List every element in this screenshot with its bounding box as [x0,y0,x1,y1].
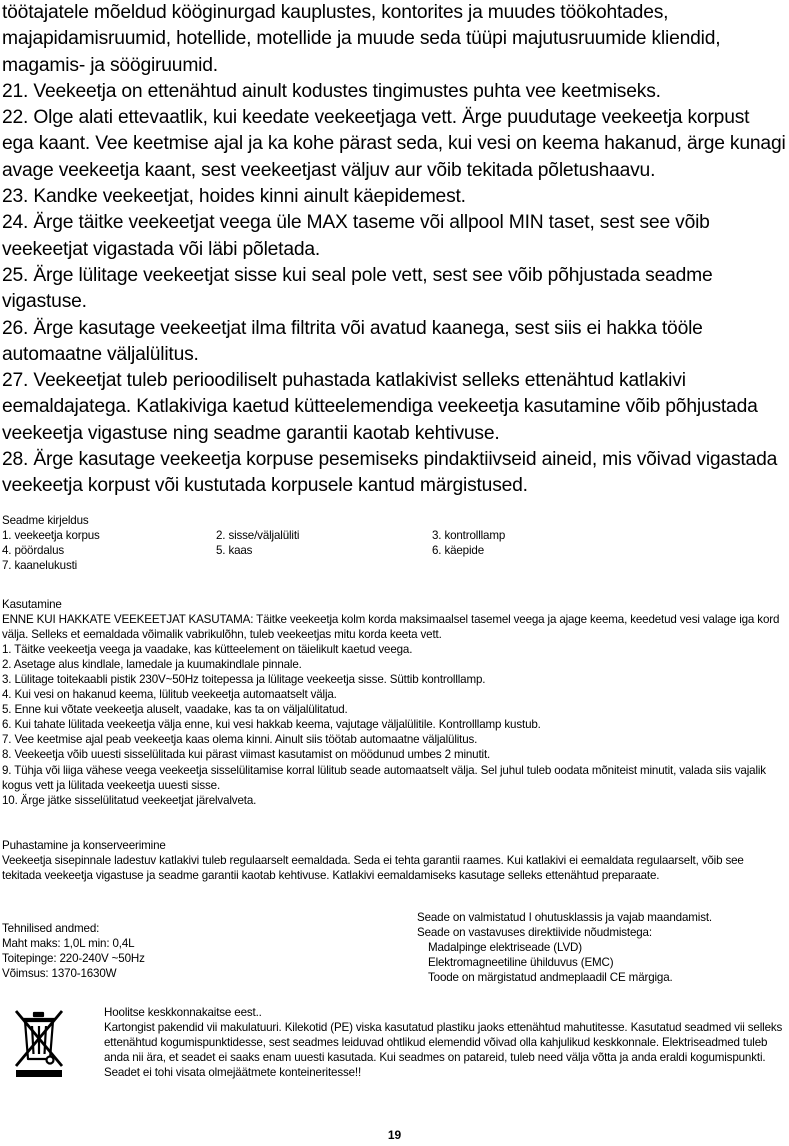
environment-section [104,1005,784,1080]
environment-closing: Seadet ei tohi visata olmejäätmete konteineritesse!! [104,1066,362,1080]
safety-item: 24. Ärge täitke veekeetjat veega üle MAX taseme või allpool MIN taset, sest see võib veekeetjat vigastada või läbi põletada. [2,212,710,260]
safety-item: töötajatele mõeldud kööginurgad kauplustes, kontorites ja muudes töökohtades, majapidamisruumid, hotellide, motellide ja muude seda tüüpi majutusruumide kliendid, magamis- ja söögiruumid. [2,2,721,76]
tech-line: Toitepinge: 220-240V ~50Hz [2,952,145,966]
technical-data [2,921,382,981]
device-description [2,513,786,573]
safety-item: 25. Ärge lülitage veekeetjat sisse kui seal pole vett, sest see võib põhjustada seadme vigastuse. [2,264,713,313]
part-item: 3. kontrolllamp [432,529,506,543]
section-heading: Tehnilised andmed: [2,922,100,935]
usage-step: 8. Veekeetja võib uuesti sisselülitada kui pärast viimast kasutamist on möödunud umbes 2 minutit. [2,748,491,762]
safety-instructions [2,0,786,500]
part-item: 7. kaanelukusti [2,559,78,573]
cert-directive: Elektromagneetiline ühilduvus (EMC) [428,956,614,970]
section-heading: Seadme kirjeldus [2,514,89,527]
part-item: 4. pöördalus [2,544,65,558]
usage-step: 9. Tühja või liiga vähese veega veekeetja sisselülitamise korral lülitub seade automaatselt välja. Sel juhul tuleb oodata mõniteist minutit, valada siis vajalik kogus vett ja lülitada veekeetja uuesti sisse. [2,763,766,792]
safety-item: 23. Kandke veekeetjat, hoides kinni ainult käepidemest. [2,186,466,208]
part-item: 5. kaas [216,544,253,558]
part-item: 2. sisse/väljalüliti [216,529,300,543]
safety-item: 21. Veekeetja on ettenähtud ainult kodustes tingimustes puhta vee keetmiseks. [2,80,661,102]
crossed-out-wheelie-bin-icon [10,1008,68,1078]
parts-list [2,528,786,573]
usage-step: 6. Kui tahate lülitada veekeetja välja enne, kui vesi hakkab keema, vajutage väljalülitile. Kontrolllamp kustub. [2,718,541,732]
usage-step: 5. Enne kui võtate veekeetja aluselt, vaadake, kas ta on väljalülitatud. [2,703,348,717]
cert-directive: Toode on märgistatud andmeplaadil CE märgiga. [428,971,673,985]
safety-item: 26. Ärge kasutage veekeetjat ilma filtrita või avatud kaanega, sest siis ei hakka tööle automaatne väljalülitus. [2,317,703,365]
usage-step: 2. Asetage alus kindlale, lamedale ja kuumakindlale pinnale. [2,658,302,672]
usage-step: 10. Ärge jätke sisselülitatud veekeetjat järelvalveta. [2,793,257,807]
section-heading: Puhastamine ja konserveerimine [2,839,166,852]
page-number: 19 [387,1128,402,1142]
cleaning-text: Veekeetja sisepinnale ladestuv katlakivi tuleb regulaarselt eemaldada. Seda ei tehta garantii raames. Kui katlakivi ei eemaldata regulaarselt, võib see tekitada veekeetja vigastuse ja seadme garantii kaotab kehtivuse. Katlakivi eemaldamiseks kasutage selleks ettenähtud preparaate. [2,854,744,883]
usage-intro: ENNE KUI HAKKATE VEEKEETJAT KASUTAMA: Täitke veekeetja kolm korda maksimaalsel tasemel veega ja ajage keema, keedetud vesi valage iga kord välja. Selleks et eemaldada võimalik vabrikulõhn, tuleb veekeetjas mitu korda keeta vett. [2,613,780,642]
safety-item: 22. Olge alati ettevaatlik, kui keedate veekeetjaga vett. Ärge puudutage veekeetja korpust ega kaant. Vee keetmise ajal ja ka kohe pärast seda, kui vesi on keema hakanud, ärge kunagi avage veekeetja kaant, sest veekeetjast väljuv aur võib tekitada põletushaavu. [2,107,786,181]
safety-item: 27. Veekeetjat tuleb perioodiliselt puhastada katlakivist selleks ettenähtud katlakivi eemaldajatega. Katlakiviga kaetud kütteelemendiga veekeetja kasutamine võib põhjustada veekeetja vigastuse ning seadme garantii kaotab kehtivuse. [2,370,758,444]
safety-item: 28. Ärge kasutage veekeetja korpuse pesemiseks pindaktiivseid aineid, mis võivad vigastada veekeetja korpust või kustutada korpusele kantud märgistused. [2,449,778,497]
part-item: 6. käepide [432,544,485,558]
cert-line: Seade on vastavuses direktiivide nõudmistega: [417,926,652,940]
environment-text: Kartongist pakendid vii makulatuuri. Kilekotid (PE) viska kasutatud plastiku jaoks ettenähtud mahutitesse. Kasutatud seadmed vii selleks ettenähtud kogumispunktidesse, sest seadmes leiduvad ohtlikud elemendid võivad olla kahjulikud keskkonnale. Elektriseadmed tuleb anda nii ära, et seadet ei saaks enam uuesti kasutada. Kui seadmes on patareid, tuleb need välja võtta ja anda eraldi kogumispunkti. [104,1021,783,1065]
cert-line: Seade on valmistatud I ohutusklassis ja vajab maandamist. [417,911,712,924]
section-heading: Kasutamine [2,598,62,611]
cert-directive: Madalpinge elektriseade (LVD) [428,941,582,955]
usage-step: 1. Täitke veekeetja veega ja vaadake, kas kütteelement on täielikult kaetud veega. [2,643,413,657]
part-item: 1. veekeetja korpus [2,529,100,543]
usage-step: 7. Vee keetmise ajal peab veekeetja kaas olema kinni. Ainult siis töötab automaatne väljalülitus. [2,733,478,747]
cleaning-section [2,838,786,883]
usage-section [2,597,786,808]
tech-line: Võimsus: 1370-1630W [2,967,117,981]
usage-step: 3. Lülitage toitekaabli pistik 230V~50Hz toitepessa ja lülitage veekeetja sisse. Süttib kontrolllamp. [2,673,486,687]
tech-line: Maht maks: 1,0L min: 0,4L [2,937,135,951]
section-heading: Hoolitse keskkonnakaitse eest.. [104,1006,262,1019]
usage-step: 4. Kui vesi on hakanud keema, lülitub veekeetja automaatselt välja. [2,688,337,702]
certification [417,910,787,985]
